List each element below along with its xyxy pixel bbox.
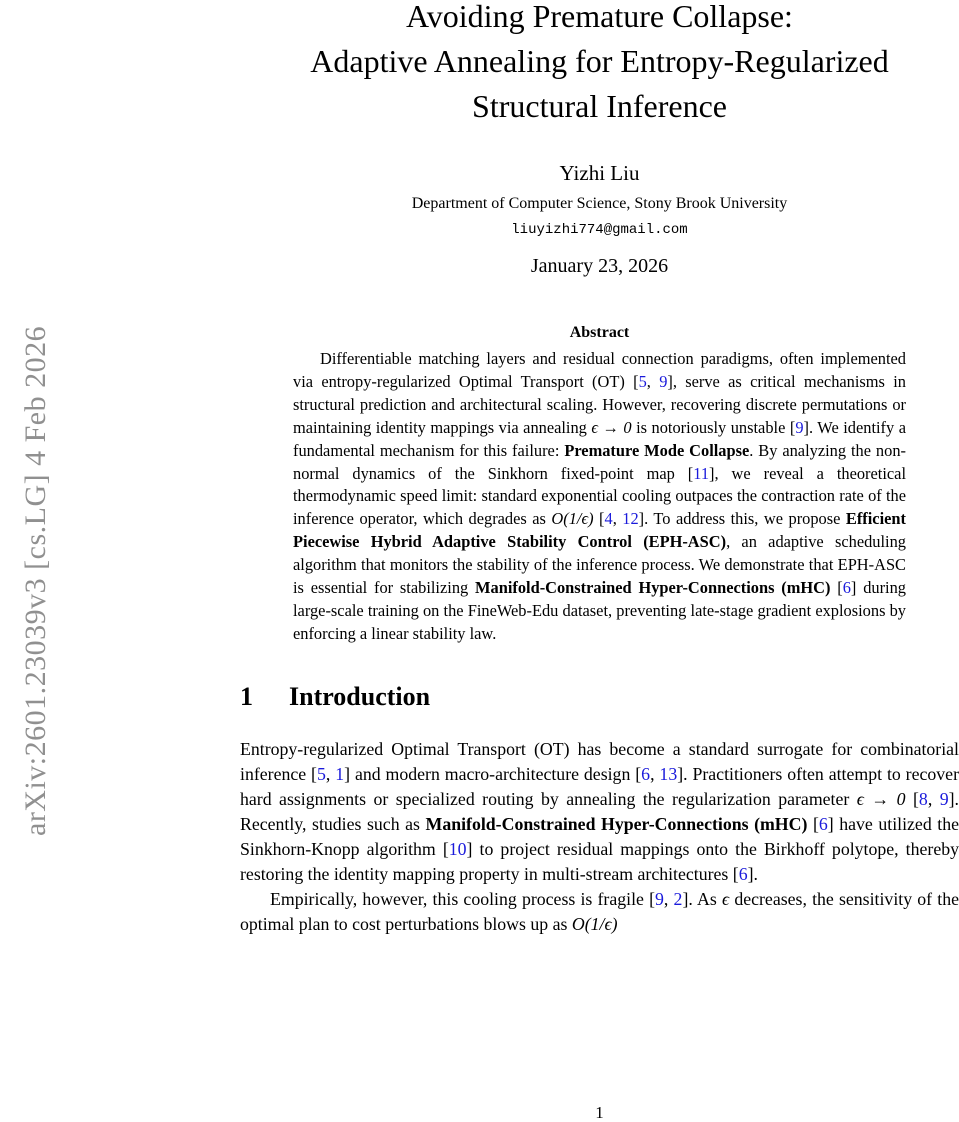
title-line-2: Adaptive Annealing for Entropy-Regularized <box>310 43 889 79</box>
arxiv-side-stamp <box>0 0 60 1122</box>
abstract-text: , <box>646 371 660 391</box>
body-text: ]. <box>747 863 758 884</box>
bold-term: Premature Mode Collapse <box>564 440 750 460</box>
citation-link[interactable]: 9 <box>939 788 949 809</box>
abstract-text: is notoriously unstable [ <box>631 417 796 437</box>
citation-link[interactable]: 12 <box>622 509 639 529</box>
abstract-body <box>293 348 906 646</box>
title-line-3: Structural Inference <box>472 88 727 124</box>
math-expression: ϵ → 0 <box>591 417 632 437</box>
citation-link[interactable]: 9 <box>795 417 804 437</box>
math-expression: ϵ <box>721 888 730 909</box>
section-number: 1 <box>240 681 253 711</box>
abstract-text: [ <box>593 509 605 529</box>
abstract-text: ] during large-scale training on the FineWeb-Edu dataset, preventing late-stage gradient explosions by enforcing a linear stability law. <box>293 578 906 643</box>
author-name: Yizhi Liu <box>559 161 640 185</box>
bold-term: Manifold-Constrained Hyper-Connections (mHC) <box>475 578 831 598</box>
math-expression: O(1/ϵ) <box>571 913 618 934</box>
bold-term: Manifold-Constrained Hyper-Connections (mHC) <box>425 813 808 834</box>
body-text: ]. Recently, studies such as <box>240 788 959 834</box>
body-text: Entropy-regularized Optimal Transport (OT) has become a standard surrogate for combinatorial inference [ <box>240 738 959 784</box>
citation-link[interactable]: 2 <box>673 888 683 909</box>
abstract-heading: Abstract <box>569 324 630 341</box>
paper-title <box>240 0 959 129</box>
body-text: ] have utilized the Sinkhorn-Knopp algorithm [ <box>240 813 959 859</box>
abstract-text: [ <box>830 578 843 598</box>
citation-link[interactable]: 9 <box>655 888 664 909</box>
citation-link[interactable]: 8 <box>918 788 928 809</box>
abstract-text: , <box>612 509 623 529</box>
body-text: , <box>927 788 940 809</box>
body-text: ] and modern macro-architecture design [ <box>344 763 642 784</box>
intro-paragraph-1 <box>240 737 959 887</box>
arxiv-identifier: arXiv:2601.23039v3 [cs.LG] 4 Feb 2026 <box>19 325 52 836</box>
section-heading-introduction <box>240 682 959 712</box>
abstract-text: . By analyzing the non-normal dynamics of the Sinkhorn fixed-point map [ <box>293 440 906 483</box>
body-text: decreases, the sensitivity of the optimal plan to cost perturbations blows up as <box>240 888 959 934</box>
math-expression: ϵ → 0 <box>856 788 906 809</box>
paper-date: January 23, 2026 <box>530 255 669 277</box>
citation-link[interactable]: 13 <box>659 763 678 784</box>
citation-link[interactable]: 6 <box>842 578 851 598</box>
author-affiliation: Department of Computer Science, Stony Brook University <box>411 195 788 212</box>
abstract-text: ]. We identify a fundamental mechanism for this failure: <box>293 417 906 460</box>
citation-link[interactable]: 11 <box>693 463 710 483</box>
body-text: Empirically, however, this cooling process is fragile [ <box>270 888 656 909</box>
page-number-label: 1 <box>595 1103 604 1122</box>
citation-link[interactable]: 6 <box>641 763 651 784</box>
page-number <box>0 1104 959 1122</box>
abstract-text: ], serve as critical mechanisms in structural prediction and architectural scaling. However, recovering discrete permutations or maintaining identity mappings via annealing <box>293 371 906 437</box>
body-text: , <box>325 763 336 784</box>
paper-main-column <box>240 0 959 937</box>
abstract-text: ], we reveal a theoretical thermodynamic speed limit: standard exponential cooling outpaces the contraction rate of the inference operator, which degrades as <box>293 463 906 529</box>
math-expression: O(1/ϵ) <box>551 509 594 529</box>
author-email[interactable]: liuyizhi774@gmail.com <box>511 222 688 238</box>
citation-link[interactable]: 9 <box>659 371 668 391</box>
citation-link[interactable]: 10 <box>448 838 467 859</box>
body-text: , <box>650 763 660 784</box>
citation-link[interactable]: 6 <box>818 813 828 834</box>
abstract-section <box>293 324 906 646</box>
abstract-text: , an adaptive scheduling algorithm that monitors the stability of the inference process. We demonstrate that EPH-ASC is essential for stabilizing <box>293 532 906 598</box>
citation-link[interactable]: 5 <box>638 371 647 391</box>
body-text: [ <box>807 813 819 834</box>
body-text: , <box>663 888 674 909</box>
section-title: Introduction <box>289 681 431 711</box>
body-text: ] to project residual mappings onto the Birkhoff polytope, thereby restoring the identity mapping property in multi-stream architectures [ <box>240 838 959 884</box>
body-text: [ <box>905 788 919 809</box>
body-text: ]. As <box>682 888 722 909</box>
abstract-text: Differentiable matching layers and residual connection paradigms, often implemented via entropy-regularized Optimal Transport (OT) [ <box>293 349 906 391</box>
citation-link[interactable]: 1 <box>335 763 345 784</box>
citation-link[interactable]: 5 <box>316 763 326 784</box>
citation-link[interactable]: 6 <box>738 863 748 884</box>
title-line-1: Avoiding Premature Collapse: <box>406 0 793 34</box>
citation-link[interactable]: 4 <box>604 509 613 529</box>
abstract-text: ]. To address this, we propose <box>638 509 846 529</box>
body-text: ]. Practitioners often attempt to recover hard assignments or specialized routing by annealing the regularization parameter <box>240 763 959 809</box>
bold-term: Efficient Piecewise Hybrid Adaptive Stability Control (EPH-ASC) <box>293 509 906 552</box>
intro-paragraph-2 <box>240 887 959 937</box>
